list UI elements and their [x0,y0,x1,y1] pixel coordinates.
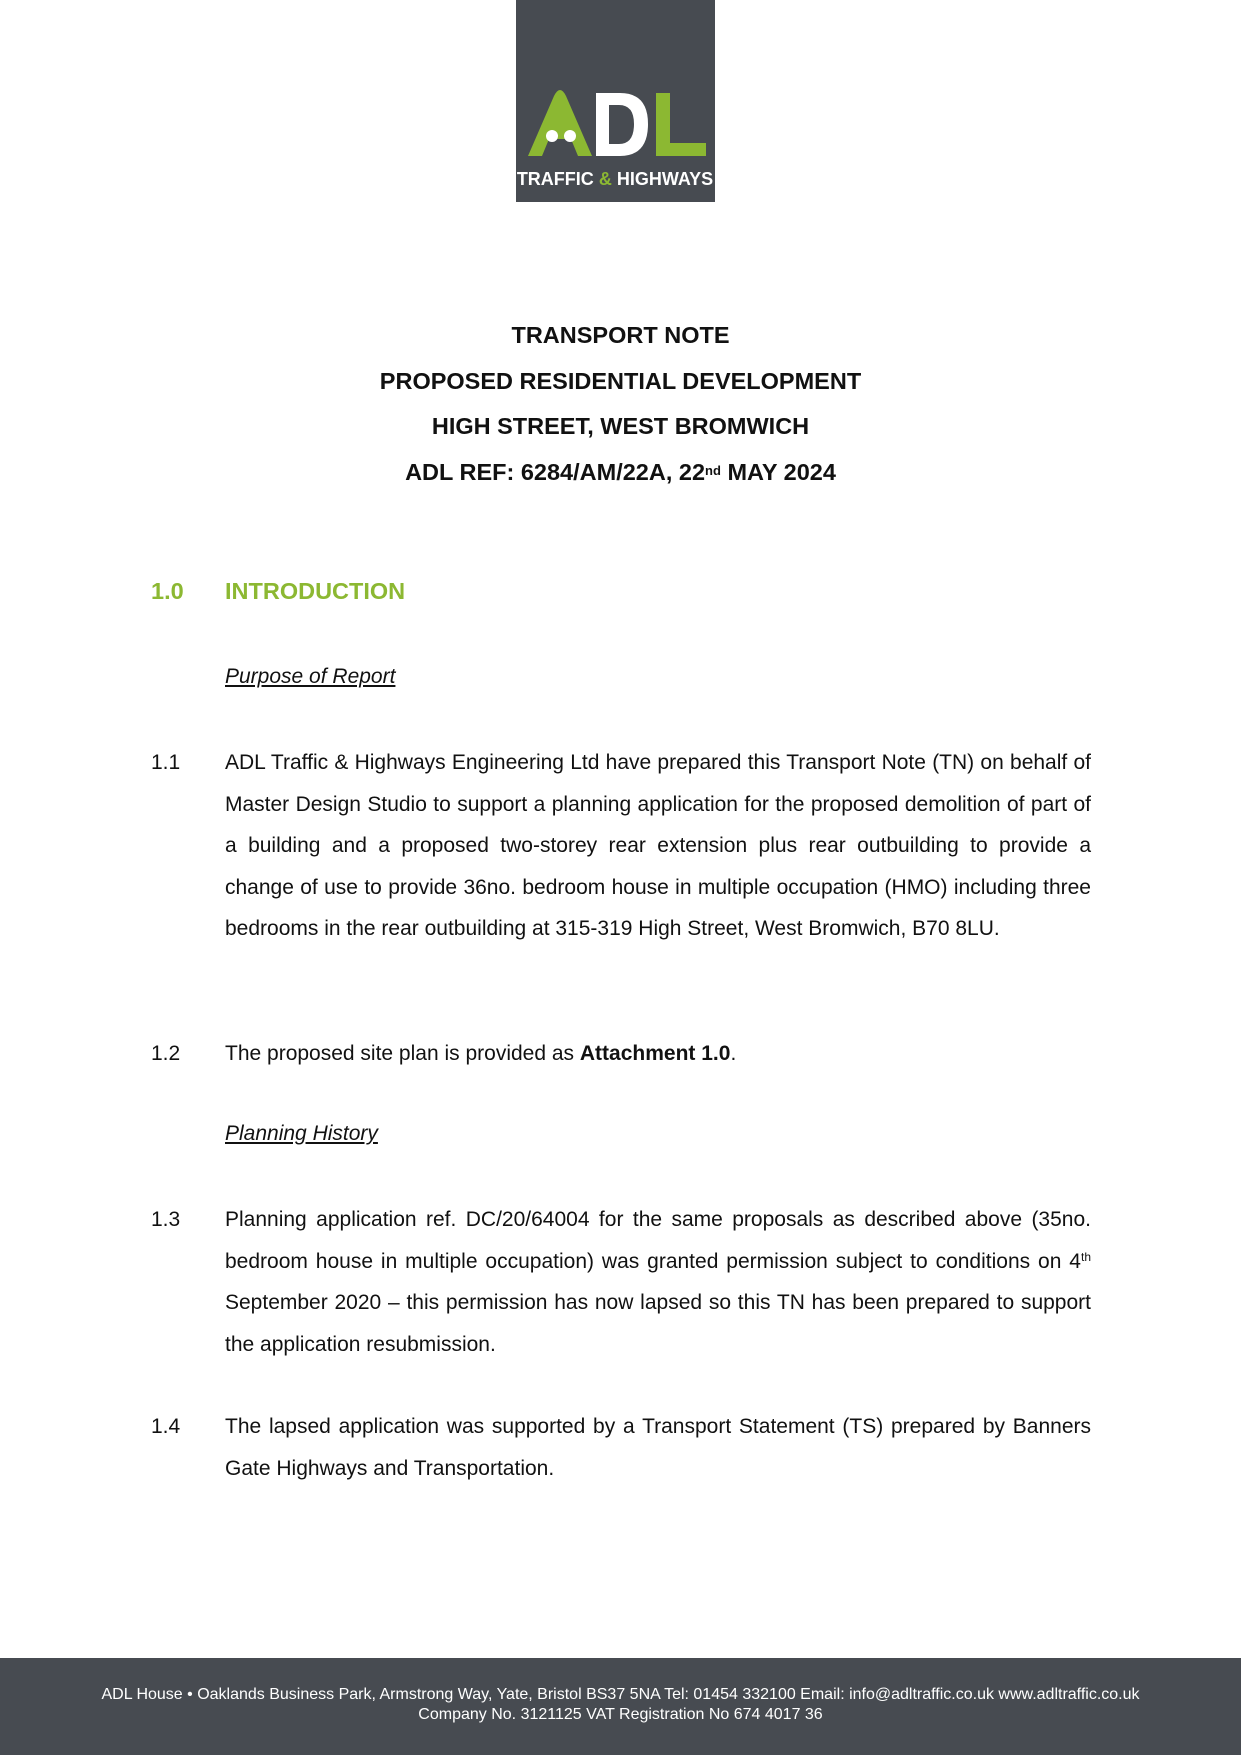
date-ordinal-suffix: th [1080,1249,1091,1264]
subheading-history: Planning History [225,1122,378,1145]
paragraph-text [225,1199,1091,1365]
paragraph-text-start: The proposed site plan is provided as [225,1042,580,1065]
logo-tagline: TRAFFIC & HIGHWAYS [516,169,714,189]
paragraph-text: ADL Traffic & Highways Engineering Ltd have prepared this Transport Note (TN) on behalf of Master Design Studio to support a planning application for the proposed demolition of part of a building and a proposed two-storey rear extension plus rear outbuilding to provide a change of use to provide 36no. bedroom house in multiple occupation (HMO) including three bedrooms in the rear outbuilding at 315-319 High Street, West Bromwich, B70 8LU. [225,751,1091,940]
paragraph-number: 1.2 [151,1042,181,1065]
paragraph-text-start: Planning application ref. DC/20/64004 for the same proposals as described above (35no. bedroom house in multiple occupation) was granted permission subject to conditions on 4 [225,1208,1091,1273]
paragraph-number: 1.3 [151,1208,181,1231]
logo-dot-right [564,130,576,142]
page-footer [0,1658,1241,1755]
paragraph-text [225,1033,1091,1075]
title-line-3: HIGH STREET, WEST BROMWICH [431,413,810,439]
paragraph-1-1 [151,742,1091,950]
section-title: INTRODUCTION [225,578,406,604]
paragraph-text-end: September 2020 – this permission has now lapsed so this TN has been prepared to support the application resubmission. [225,1291,1091,1356]
title-line-1: TRANSPORT NOTE [511,322,730,348]
section-number: 1.0 [151,578,184,604]
paragraph-text: The lapsed application was supported by a Transport Statement (TS) prepared by Banners Gate Highways and Transportation. [225,1415,1091,1480]
subheading-purpose: Purpose of Report [225,665,396,688]
footer-address-line: ADL House • Oaklands Business Park, Armstrong Way, Yate, Bristol BS37 5NA Tel: 01454 332100 Email: info@adltraffic.co.uk www.adltraffic.co.uk [101,1686,1140,1703]
logo-dot-left [546,130,558,142]
paragraph-1-2 [151,1033,1091,1075]
paragraph-1-4 [151,1406,1091,1489]
reference-line [0,450,1241,496]
paragraph-number: 1.1 [151,751,181,774]
document-title-block [0,313,1241,495]
logo-letter-a [528,90,592,156]
logo-letter-l [656,93,706,156]
reference-prefix: ADL REF: 6284/AM/22A, 22 [405,458,706,485]
attachment-reference: Attachment 1.0 [579,1042,731,1065]
footer-company-line: Company No. 3121125 VAT Registration No 674 4017 36 [418,1706,823,1723]
logo-letter-d [596,93,648,156]
paragraph-1-3 [151,1199,1091,1365]
adl-logo-graphic [516,0,715,202]
reference-date-rest: MAY 2024 [720,458,836,485]
paragraph-text-end: . [730,1042,737,1065]
title-line-2: PROPOSED RESIDENTIAL DEVELOPMENT [379,367,862,394]
paragraph-number: 1.4 [151,1415,181,1438]
section-heading [151,578,1051,605]
reference-date-suffix: nd [705,462,721,478]
company-logo [516,0,715,202]
